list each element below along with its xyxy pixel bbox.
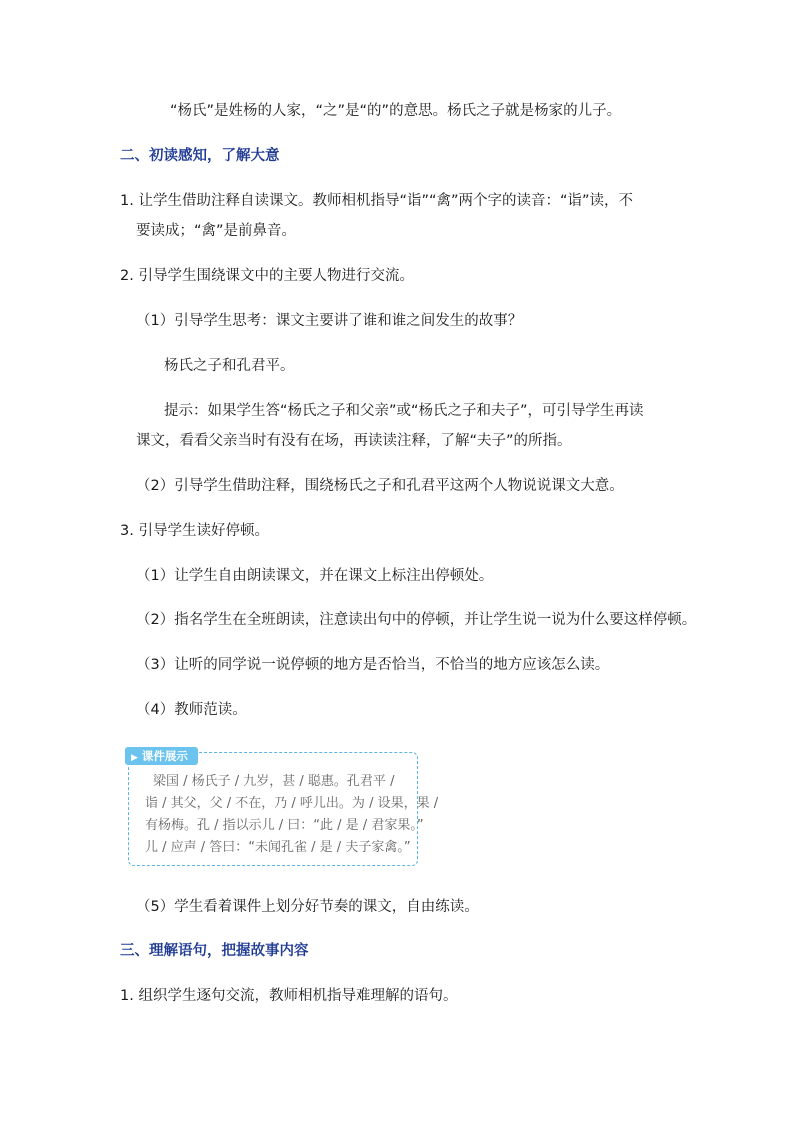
- item3-sub4: （4）教师范读。: [136, 702, 247, 718]
- item2: 2. 引导学生围绕课文中的主要人物进行交流。: [120, 268, 414, 284]
- item2-sub1: （1）引导学生思考：课文主要讲了谁和谁之间发生的故事？: [136, 313, 523, 329]
- item1-line2: 要读成；“禽”是前鼻音。: [136, 223, 297, 239]
- item3-sub5: （5）学生看着课件上划分好节奏的课文，自由练读。: [136, 899, 479, 915]
- item2-hint-line1: 提示：如果学生答“杨氏之子和父亲”或“杨氏之子和夫子”，可引导学生再读: [164, 403, 644, 419]
- item3: 3. 引导学生读好停顿。: [120, 523, 269, 539]
- courseware-callout: [128, 749, 439, 866]
- courseware-tag-label: 课件展示: [141, 749, 188, 763]
- item2-sub2: （2）引导学生借助注释，围绕杨氏之子和孔君平这两个人物说说课文大意。: [136, 478, 624, 494]
- callout-line: 有杨梅。孔 / 指以示儿 / 曰：“此 / 是 / 君家果。”: [145, 818, 424, 833]
- section2-heading: 二、初读感知，了解大意: [120, 148, 280, 164]
- play-triangle-icon: ▶: [131, 753, 138, 763]
- section3-heading: 三、理解语句，把握故事内容: [120, 943, 309, 959]
- callout-line: 儿 / 应声 / 答曰：“未闻孔雀 / 是 / 夫子家禽。”: [145, 840, 411, 855]
- courseware-tag: [125, 747, 198, 765]
- item2-answer: 杨氏之子和孔君平。: [164, 358, 295, 374]
- intro-line: “杨氏”是姓杨的人家，“之”是“的”的意思。杨氏之子就是杨家的儿子。: [170, 103, 622, 119]
- item1-line1: 1. 让学生借助注释自读课文。教师相机指导“诣”“禽”两个字的读音：“诣”读，不: [120, 193, 634, 209]
- section3-item1: 1. 组织学生逐句交流，教师相机指导难理解的语句。: [120, 988, 458, 1004]
- item2-hint-line2: 课文，看看父亲当时有没有在场，再读读注释，了解“夫子”的所指。: [136, 433, 572, 449]
- callout-line: 诣 / 其父，父 / 不在，乃 / 呼儿出。为 / 设果，果 /: [145, 796, 439, 811]
- item3-sub2: （2）指名学生在全班朗读，注意读出句中的停顿，并让学生说一说为什么要这样停顿。: [136, 612, 697, 628]
- callout-line: 梁国 / 杨氏子 / 九岁，甚 / 聪惠。孔君平 /: [153, 774, 395, 789]
- item3-sub3: （3）让听的同学说一说停顿的地方是否恰当，不恰当的地方应该怎么读。: [136, 657, 610, 673]
- item3-sub1: （1）让学生自由朗读课文，并在课文上标注出停顿处。: [136, 568, 494, 584]
